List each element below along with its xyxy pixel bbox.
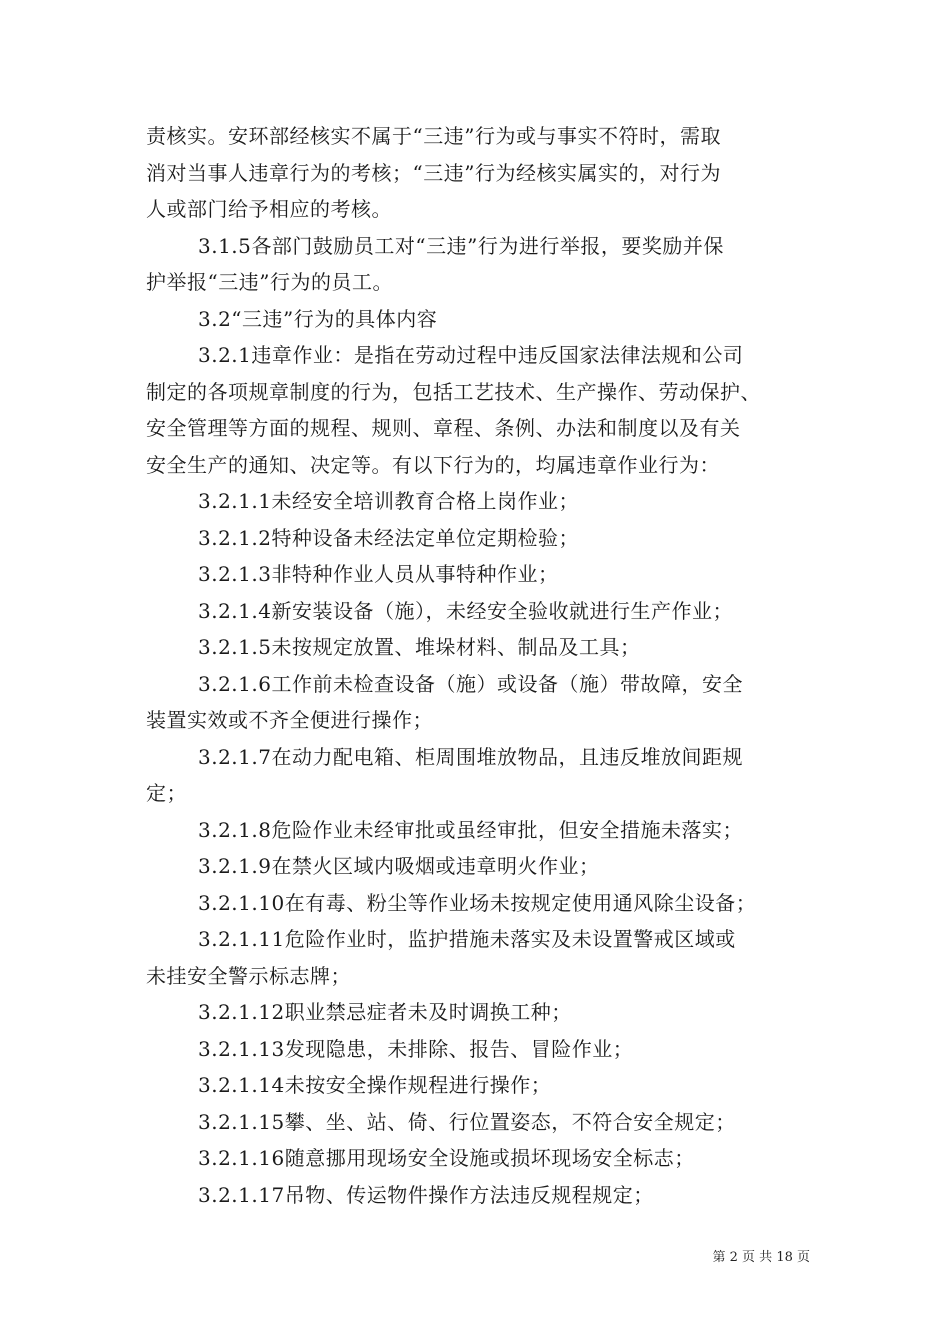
- document-body: [146, 118, 816, 1213]
- text-line: 3.2“三违”行为的具体内容: [198, 306, 438, 331]
- text-line: 护举报“三违”行为的员工。: [146, 270, 393, 294]
- text-line: 3.2.1.8危险作业未经审批或虽经审批，但安全措施未落实；: [198, 817, 743, 842]
- text-line: 3.2.1.14未按安全操作规程进行操作；: [198, 1073, 552, 1097]
- text-line: 3.2.1违章作业：是指在劳动过程中违反国家法律法规和公司: [198, 343, 744, 367]
- text-line: 3.1.5各部门鼓励员工对“三违”行为进行举报，要奖励并保: [198, 233, 724, 258]
- text-line: 3.2.1.11危险作业时，监护措施未落实及未设置警戒区域或: [198, 927, 736, 951]
- text-line: 3.2.1.16随意挪用现场安全设施或损坏现场安全标志；: [198, 1146, 695, 1170]
- text-line: 3.2.1.9在禁火区域内吸烟或违章明火作业；: [198, 854, 600, 878]
- text-line: 责核实。安环部经核实不属于“三违”行为或与事实不符时，需取: [146, 124, 721, 148]
- text-line: 3.2.1.5未按规定放置、堆垛材料、制品及工具；: [198, 635, 641, 659]
- text-line: 3.2.1.1未经安全培训教育合格上岗作业；: [198, 489, 579, 513]
- text-line: 消对当事人违章行为的考核；“三违”行为经核实属实的，对行为: [146, 160, 721, 185]
- page-number: 第 2 页 共 18 页: [712, 1250, 810, 1265]
- text-line: 安全管理等方面的规程、规则、章程、条例、办法和制度以及有关: [146, 416, 741, 440]
- text-line: 3.2.1.17吊物、传运物件操作方法违反规程规定；: [198, 1182, 654, 1207]
- text-line: 人或部门给予相应的考核。: [146, 197, 392, 221]
- text-line: 3.2.1.10在有毒、粉尘等作业场未按规定使用通风除尘设备；: [198, 890, 757, 915]
- text-line: 3.2.1.13发现隐患，未排除、报告、冒险作业；: [198, 1036, 634, 1061]
- text-line: 3.2.1.2特种设备未经法定单位定期检验；: [198, 525, 579, 550]
- text-line: 3.2.1.6工作前未检查设备（施）或设备（施）带故障，安全: [198, 671, 743, 696]
- text-line: 3.2.1.15攀、坐、站、倚、行位置姿态，不符合安全规定；: [198, 1109, 736, 1134]
- text-line: 3.2.1.7在动力配电箱、柜周围堆放物品，且违反堆放间距规: [198, 744, 743, 769]
- text-line: 制定的各项规章制度的行为，包括工艺技术、生产操作、劳动保护、: [146, 379, 761, 404]
- text-line: 定；: [146, 781, 187, 805]
- text-line: 3.2.1.4新安装设备（施），未经安全验收就进行生产作业；: [198, 598, 733, 623]
- text-line: 3.2.1.12职业禁忌症者未及时调换工种；: [198, 1000, 572, 1024]
- text-line: 装置实效或不齐全便进行操作；: [146, 708, 433, 732]
- text-line: 安全生产的通知、决定等。有以下行为的，均属违章作业行为：: [146, 452, 720, 477]
- text-line: 3.2.1.3非特种作业人员从事特种作业；: [198, 562, 559, 586]
- text-line: 未挂安全警示标志牌；: [146, 963, 351, 988]
